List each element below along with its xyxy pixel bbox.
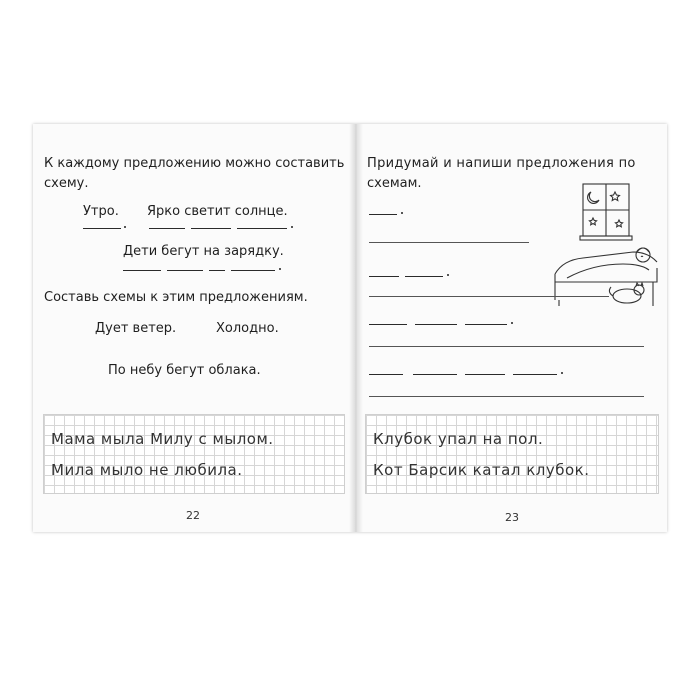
handwriting-grid-left <box>43 414 345 494</box>
task-sentence-1: Дует ветер. <box>95 321 177 336</box>
right-page <box>355 124 667 532</box>
workbook-spread <box>33 124 667 532</box>
bedtime-illustration <box>553 182 663 312</box>
task-sentence-3: По небу бегут облака. <box>108 363 261 378</box>
handwriting-line-4: Кот Барсик катал клубок. <box>373 461 590 479</box>
example-sentence-1: Утро. <box>83 204 119 219</box>
page-number-left: 22 <box>186 509 200 522</box>
left-instruction: К каждому предложению можно составить <box>44 156 345 171</box>
example-sentence-3: Дети бегут на зарядку. <box>123 244 284 259</box>
example-sentence-2: Ярко светит солнце. <box>147 204 288 219</box>
right-instruction: Придумай и напиши предложения по <box>367 156 636 171</box>
handwriting-line-2: Мила мыло не любила. <box>51 461 243 479</box>
handwriting-grid-right <box>365 414 659 494</box>
left-page <box>33 124 355 532</box>
left-instruction-cont: схему. <box>44 176 89 191</box>
right-instruction-cont: схемам. <box>367 176 422 191</box>
handwriting-line-1: Мама мыла Милу с мылом. <box>51 430 274 448</box>
page-number-right: 23 <box>505 511 519 524</box>
task-sentence-2: Холодно. <box>216 321 279 336</box>
handwriting-line-3: Клубок упал на пол. <box>373 430 544 448</box>
left-task: Составь схемы к этим предложениям. <box>44 290 308 305</box>
